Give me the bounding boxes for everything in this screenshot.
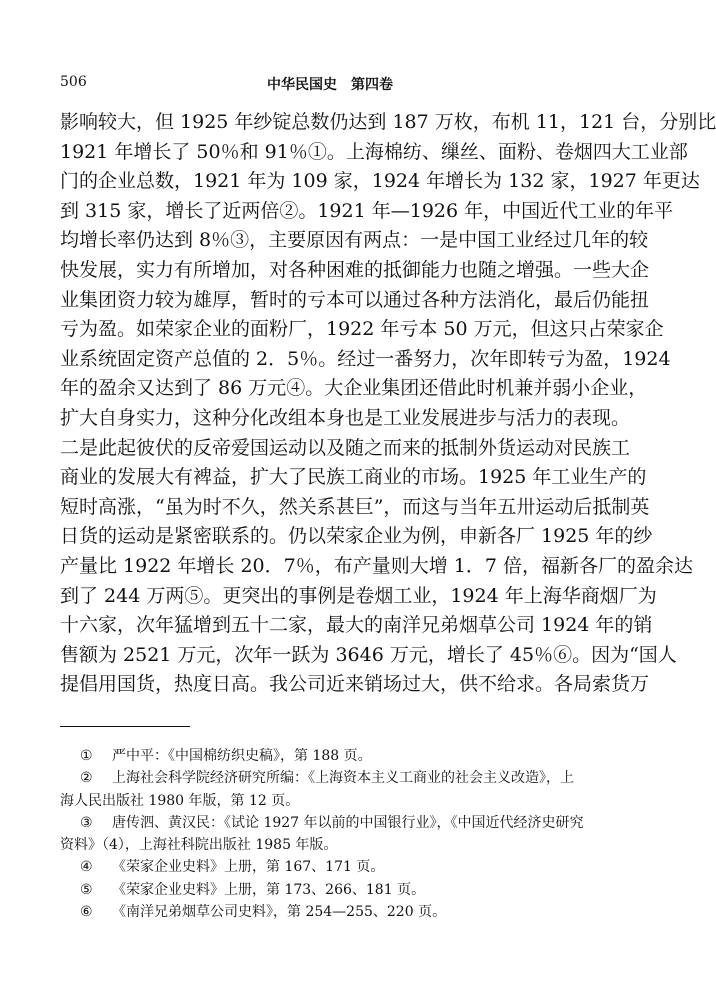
body-line: 亏为盈。如荣家企业的面粉厂，1922 年亏本 50 万元，但这只占荣家企 <box>60 318 664 341</box>
body-line: 提倡用国货，热度日高。我公司近来销场过大，供不给求。各局索货万 <box>60 673 650 696</box>
body-line: 二是此起彼伏的反帝爱国运动以及随之而来的抵制外货运动对民族工 <box>60 436 631 459</box>
page-header <box>60 74 600 94</box>
body-line: 商业的发展大有裨益，扩大了民族工商业的市场。1925 年工业生产的 <box>60 466 647 489</box>
footnote-divider <box>60 726 190 727</box>
body-line: 影响较大，但 1925 年纱锭总数仍达到 187 万枚，布机 11，121 台，分别比 <box>60 111 716 133</box>
footnote-marker: ⑥ <box>80 904 93 921</box>
footnote-marker: ① <box>80 748 93 764</box>
body-line: 到了 244 万两⑤。更突出的事例是卷烟工业，1924 年上海华商烟厂为 <box>60 584 657 607</box>
body-line: 均增长率仍达到 8％③，主要原因有两点：一是中国工业经过几年的较 <box>60 229 649 252</box>
footnote-marker: ④ <box>80 859 93 876</box>
footnote <box>60 767 602 789</box>
footnote-continuation: 资料》（4），上海社科院出版社 1985 年版。 <box>60 837 338 854</box>
footnote-text: 唐传泗、黄汉民：《试论 1927 年以前的中国银行业》，《中国近代经济史研究 <box>112 814 584 831</box>
footnotes <box>60 745 602 923</box>
footnote <box>60 856 602 878</box>
body-line: 短时高涨，“虽为时不久，然关系甚巨”，而这与当年五卅运动后抵制英 <box>60 495 650 518</box>
footnote <box>60 901 602 923</box>
footnote-marker: ② <box>80 770 93 787</box>
body-line: 1921 年增长了 50％和 91％①。上海棉纺、缫丝、面粉、卷烟四大工业部 <box>60 140 688 163</box>
page-number: 506 <box>60 74 87 90</box>
footnote-text: 《荣家企业史料》上册，第 167、171 页。 <box>112 859 385 876</box>
footnote-text: 《荣家企业史料》上册，第 173、266、181 页。 <box>112 881 426 898</box>
body-line: 业系统固定资产总值的 2．5％。经过一番努力，次年即转亏为盈，1924 <box>60 347 671 370</box>
body-text <box>60 108 716 700</box>
body-line: 十六家，次年猛增到五十二家，最大的南洋兄弟烟草公司 1924 年的销 <box>60 614 653 637</box>
body-line: 业集团资力较为雄厚，暂时的亏本可以通过各种方法消化，最后仍能扭 <box>60 288 650 311</box>
footnote-text: 严中平：《中国棉纺织史稿》，第 188 页。 <box>112 748 372 764</box>
body-line: 日货的运动是紧密联系的。仍以荣家企业为例，申新各厂 1925 年的纱 <box>60 525 653 548</box>
footnote-continuation: 海人民出版社 1980 年版，第 12 页。 <box>60 792 300 809</box>
footnote <box>60 879 602 901</box>
footnote-text: 《南洋兄弟烟草公司史料》，第 254—255、220 页。 <box>112 904 447 921</box>
footnote-marker: ⑤ <box>80 881 93 898</box>
body-line: 快发展，实力有所增加，对各种困难的抵御能力也随之增强。一些大企 <box>60 258 650 281</box>
body-line: 产量比 1922 年增长 20．7％，布产量则大增 1．7 倍，福新各厂的盈余达 <box>60 554 693 577</box>
footnote-marker: ③ <box>80 814 93 831</box>
body-line: 售额为 2521 万元，次年一跃为 3646 万元，增长了 45％⑥。因为“国人 <box>60 643 677 666</box>
running-title: 中华民国史 第四卷 <box>267 77 393 93</box>
footnote <box>60 812 602 834</box>
body-line: 门的企业总数，1921 年为 109 家，1924 年增长为 132 家，1927 年更达 <box>60 170 700 193</box>
footnote <box>60 745 602 767</box>
body-line: 到 315 家，增长了近两倍②。1921 年—1926 年，中国近代工业的年平 <box>60 199 674 222</box>
body-line: 年的盈余又达到了 86 万元④。大企业集团还借此时机兼并弱小企业， <box>60 377 648 400</box>
body-line: 扩大自身实力，这种分化改组本身也是工业发展进步与活力的表现。 <box>60 406 631 429</box>
footnote-text: 上海社会科学院经济研究所编：《上海资本主义工商业的社会主义改造》，上 <box>112 770 574 787</box>
